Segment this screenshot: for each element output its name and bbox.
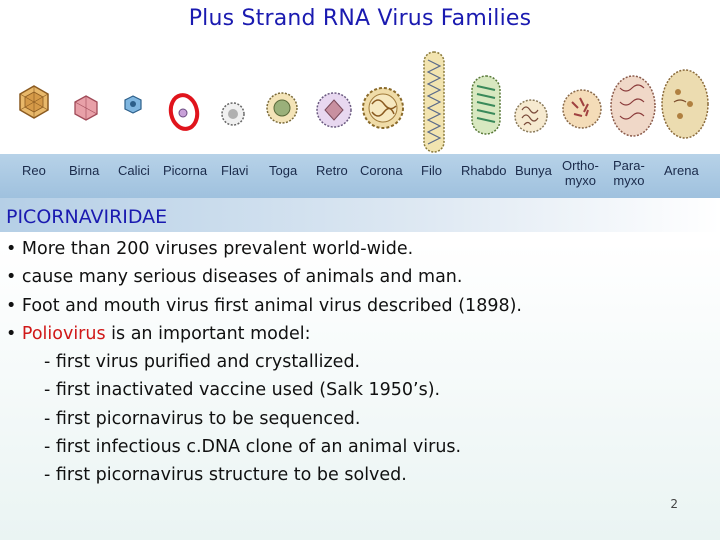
bunya-virus-icon (515, 100, 547, 132)
family-label-rhabdo: Rhabdo (461, 163, 507, 178)
family-label-orthomyxo: Ortho- myxo (562, 158, 599, 188)
flavi-virus-icon (222, 103, 244, 125)
poliovirus-highlight: Poliovirus (21, 323, 106, 344)
family-label-birna: Birna (69, 163, 100, 178)
subpoint-item: - first picornavirus to be sequenced. (44, 408, 361, 429)
paramyxo-virus-icon (611, 76, 655, 136)
subpoint-item: - first virus purified and crystallized. (44, 352, 361, 373)
page-number: 2 (670, 497, 678, 511)
family-label-retro: Retro (316, 163, 348, 178)
reo-virus-icon (20, 86, 48, 118)
section-title: PICORNAVIRIDAE (6, 206, 168, 228)
orthomyxo-virus-icon (563, 90, 601, 128)
bullet-item-poliovirus (6, 320, 706, 348)
corona-virus-icon (363, 88, 403, 128)
family-label-corona: Corona (360, 163, 403, 178)
bullet-marker: • (6, 323, 22, 344)
bullet-item: • cause many serious diseases of animals and man. (6, 267, 463, 288)
family-label-reo: Reo (22, 163, 46, 178)
subpoint-item: - first picornavirus structure to be solved. (44, 465, 407, 486)
bullet-item: • Foot and mouth virus first animal virus described (1898). (6, 295, 522, 316)
toga-virus-icon (267, 93, 297, 123)
family-label-bunya: Bunya (515, 163, 552, 178)
family-label-flavi: Flavi (221, 163, 249, 178)
arena-virus-icon (662, 70, 708, 138)
birna-virus-icon (75, 96, 97, 120)
family-label-arena: Arena (664, 163, 699, 178)
family-label-toga: Toga (269, 163, 298, 178)
bullet-item: • More than 200 viruses prevalent world-wide. (6, 239, 414, 259)
subpoint-item: - first infectious c.DNA clone of an animal virus. (44, 437, 462, 458)
family-label-calici: Calici (118, 163, 150, 178)
bullet-list (6, 235, 706, 490)
calici-virus-icon (125, 96, 141, 113)
virus-illustrations (0, 46, 720, 154)
virus-family-bar (0, 154, 720, 198)
family-label-filo: Filo (421, 163, 442, 178)
bullet-text: is an important model: (105, 323, 311, 344)
picorna-virus-icon (168, 93, 201, 132)
filo-virus-icon (424, 52, 444, 152)
rhabdo-virus-icon (472, 76, 500, 134)
slide-title: Plus Strand RNA Virus Families (188, 6, 532, 31)
section-header (0, 198, 720, 232)
retro-virus-icon (317, 93, 351, 127)
subpoint-item: - first inactivated vaccine used (Salk 1950’s). (44, 380, 441, 401)
family-label-picorna: Picorna (163, 163, 208, 178)
family-label-paramyxo: Para- myxo (613, 158, 645, 188)
